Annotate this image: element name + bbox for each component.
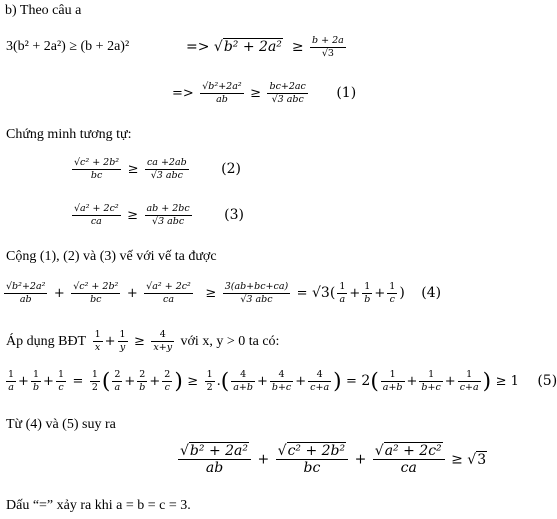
eq-symbol: = [72, 374, 84, 389]
denominator: √3 abc [150, 169, 183, 181]
inequality-3 [70, 204, 244, 226]
denominator: √3 abc [240, 293, 273, 305]
four-over-b-plus-c [270, 370, 293, 392]
sqrt-3: √3 [467, 451, 487, 468]
one-over-b [31, 370, 41, 392]
denominator: √3 abc [271, 93, 304, 105]
numerator: 1 [339, 281, 346, 292]
inequality-5: $\frac{1}{a}$ + $\frac{1}{b}$ + $\frac{1}{c}$ = $\frac{1}{2}$ ( $\frac{2}{a}$ + $\frac{2}{b}$ + $\frac{2}{c}$ ) ≥ $\frac{1}{2}$ .( $\frac{4}{a+b}$ + $\frac{4}{b+c}$ + $\frac{4}{c+a}$ ) = 2( $\frac{1}{a+b}$ + $\frac{1}{b+c}$ + $\frac{1}{c+a}$ ) ≥ 1 (5) [8, 369, 557, 394]
four-over-x-plus-y [151, 330, 174, 352]
tag-1: (1) [336, 85, 357, 101]
denominator: x+y [153, 341, 173, 353]
one-half [205, 370, 215, 392]
numerator: √b²+2a² [6, 281, 46, 292]
one-over-a-plus-b [381, 370, 405, 392]
two-factor: 2 [361, 373, 371, 389]
denominator: bc [90, 169, 103, 181]
eq-symbol: = [346, 374, 357, 389]
prove-similar-text: Chứng minh tương tự: [6, 127, 132, 142]
numerator: 1 [31, 370, 41, 382]
ge-symbol: ≥ [127, 208, 139, 223]
numerator: 1 [57, 369, 64, 380]
eq-symbol: = [296, 286, 308, 301]
denominator: x [94, 341, 101, 353]
numerator: 4 [151, 330, 174, 342]
fraction-2-rhs [145, 158, 189, 180]
denominator: b [32, 381, 40, 393]
final-inequality [176, 444, 487, 475]
numerator: √a² + 2c² [74, 203, 119, 214]
denominator: a+b [382, 381, 403, 393]
denominator: ab [205, 460, 224, 476]
numerator: 2 [137, 370, 147, 382]
fraction-2-lhs [72, 158, 121, 180]
fraction-b2a-sqrt3 [310, 36, 346, 58]
denominator: c [164, 381, 170, 393]
denominator: ab [216, 93, 228, 105]
sum-term-2 [71, 282, 120, 304]
numerator: 2 [164, 369, 171, 380]
numerator: 2 [114, 369, 121, 380]
numerator: 1 [389, 281, 396, 292]
numerator: √b²+2a² [202, 81, 242, 92]
final-term-1: $\frac{\text{√b² + 2a²}}{ab}$ [178, 444, 251, 475]
numerator: 1 [94, 329, 101, 340]
radicand: c² + 2b² [287, 443, 346, 459]
plus-symbol: + [104, 334, 116, 349]
denominator: b+c [271, 381, 292, 393]
radicand: 3 [477, 451, 487, 468]
one-over-b [362, 282, 372, 304]
numerator: 3(ab+bc+ca) [224, 281, 289, 292]
one-over-x [93, 330, 103, 352]
tag-4: (4) [421, 285, 442, 301]
one-over-c-plus-a [458, 370, 481, 392]
from-4-5-text: Từ (4) và (5) suy ra [6, 417, 116, 432]
denominator: ab [19, 293, 32, 305]
numerator: 1 [458, 370, 481, 382]
numerator: 1 [8, 369, 15, 380]
denominator: a [339, 293, 346, 305]
sqrt3-open: √3( [312, 285, 336, 301]
denominator: a [114, 381, 121, 393]
numerator: 1 [419, 370, 442, 382]
numerator: ca +2ab [146, 157, 187, 168]
four-over-c-plus-a [308, 370, 331, 392]
denominator: c [389, 293, 395, 305]
final-term-3: $\frac{\text{√a² + 2c²}}{ca}$ [373, 444, 445, 475]
denominator: b+c [421, 381, 441, 393]
inequality-line-1-rhs [186, 36, 348, 58]
implies-symbol: => [186, 39, 210, 55]
plus-symbol: + [374, 286, 386, 301]
denominator: c [58, 381, 64, 393]
sum-middle [223, 282, 291, 304]
plus-symbol: + [349, 286, 361, 301]
numerator: b + 2a [312, 35, 344, 46]
final-term-2: $\frac{\text{√c² + 2b²}}{bc}$ [276, 444, 349, 475]
one-over-a [337, 282, 347, 304]
numerator: 4 [270, 370, 293, 382]
ge-symbol: ≥ [127, 162, 139, 177]
inequality-line-2 [172, 82, 356, 104]
implies-symbol: => [172, 86, 194, 101]
one-half [90, 370, 100, 392]
tag-3: (3) [224, 207, 245, 223]
two-over-a [112, 370, 122, 392]
inequality-2 [70, 158, 241, 180]
one-over-y [118, 330, 128, 352]
denominator: √3 abc [152, 215, 185, 227]
tag-5: (5) [537, 373, 557, 389]
one-over-c [387, 282, 397, 304]
plus-symbol: + [257, 451, 270, 468]
ge-symbol: ≥ [451, 451, 463, 468]
radicand: b² + 2a² [189, 443, 248, 459]
inequality-line-1 [6, 40, 129, 54]
denominator: a+b [233, 381, 253, 393]
plus-symbol: + [126, 286, 138, 301]
two-over-c [162, 370, 172, 392]
denominator: y [119, 341, 126, 353]
one-over-a [6, 370, 16, 392]
plus-symbol: + [53, 286, 65, 301]
add-sides-text: Cộng (1), (2) và (3) vế với vế ta được [6, 249, 217, 264]
sqrt-b2-2a2: √b² + 2a² [213, 39, 282, 55]
sum-term-1 [4, 282, 47, 304]
denominator: b [139, 381, 146, 393]
denominator: bc [303, 460, 321, 476]
denominator: c+a [310, 381, 330, 393]
denominator: c+a [459, 381, 479, 393]
numerator: 1 [362, 282, 372, 294]
numerator: bc+2ac [269, 81, 306, 92]
close-paren: ) [399, 285, 405, 301]
numerator: 1 [381, 370, 405, 382]
fraction-1-rhs [267, 82, 307, 104]
denominator: bc [90, 293, 102, 305]
one-over-b-plus-c [419, 370, 442, 392]
one-over-c [56, 370, 66, 392]
radicand: b² + 2a² [223, 39, 282, 55]
ge-symbol: ≥ [250, 86, 262, 101]
fraction-1-lhs [200, 82, 243, 104]
dot: . [216, 374, 221, 389]
condition-text: với x, y > 0 ta có: [180, 334, 280, 349]
denominator: 2 [91, 381, 98, 393]
numerator: 1 [119, 329, 126, 340]
numerator: √a² + 2c² [146, 281, 191, 292]
heading-part-b: b) Theo câu a [5, 3, 82, 18]
radicand: a² + 2c² [384, 443, 442, 459]
ge-symbol: ≥ [187, 374, 199, 389]
equality-condition-text: Dấu “=” xảy ra khi a = b = c = 3. [6, 498, 191, 513]
numerator: 1 [91, 369, 98, 380]
sum-inequality-4 [2, 282, 441, 304]
ge-symbol: ≥ [291, 39, 304, 55]
numerator: √c² + 2b² [74, 157, 120, 168]
numerator: 1 [206, 369, 213, 380]
denominator: √3 [321, 47, 334, 59]
apply-bdt-label: Áp dụng BĐT [6, 334, 87, 349]
plus-symbol: + [354, 451, 367, 468]
line1-left: 3(b² + 2a²) ≥ (b + 2a)² [6, 39, 130, 54]
two-over-b [137, 370, 147, 392]
numerator: √c² + 2b² [73, 281, 119, 292]
denominator: a [8, 381, 14, 393]
numerator: ab + 2bc [146, 203, 190, 214]
tag-2: (2) [221, 161, 241, 177]
fraction-3-rhs [145, 204, 192, 226]
denominator: ca [163, 293, 175, 305]
sum-term-3 [144, 282, 193, 304]
denominator: b [364, 293, 371, 305]
denominator: ca [400, 460, 417, 476]
ge-one: ≥ 1 [495, 374, 519, 389]
apply-bdt-line [6, 330, 279, 352]
fraction-3-lhs [72, 204, 121, 226]
four-over-a-plus-b [231, 370, 255, 392]
denominator: 2 [206, 381, 213, 393]
denominator: ca [90, 215, 102, 227]
numerator: 4 [308, 370, 331, 382]
numerator: 4 [231, 370, 255, 382]
ge-symbol: ≥ [205, 286, 217, 301]
ge-symbol: ≥ [134, 334, 145, 349]
